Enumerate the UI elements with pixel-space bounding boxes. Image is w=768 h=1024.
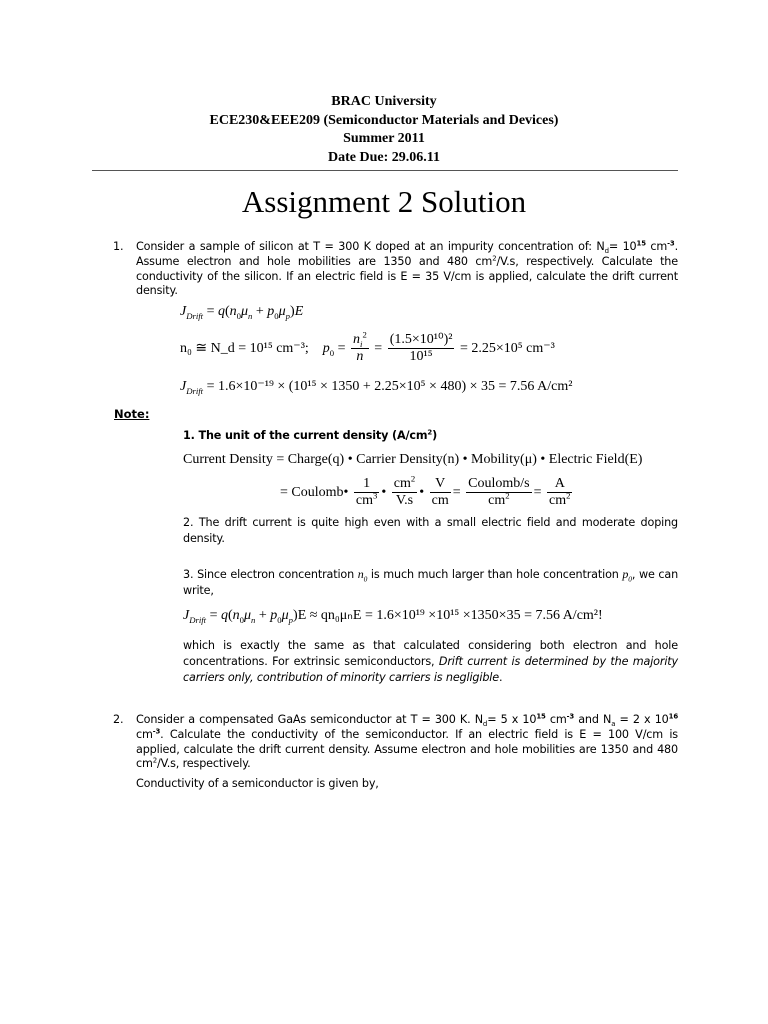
fraction-p0: $\frac{\text{(1.5×10¹⁰)²}}{\text{10¹⁵}}$	[389, 332, 453, 365]
equation-drift-definition: $J_{Drift} = q(n_0\mu_n + p_0\mu_p)E$	[180, 304, 304, 321]
coulomb-text: = Coulomb•	[280, 485, 349, 500]
page-title: Assignment 2 Solution	[241, 184, 527, 219]
eq-n0: n₀ ≅ N_d = 10¹⁵ cm⁻³;	[180, 341, 309, 356]
conductivity-intro: Conductivity of a semiconductor is given by,	[136, 777, 379, 790]
q2-text-b: Calculate the conductivity of the semiconductor. If an electric field is E = 100 V/cm is applied, calculate the drift current density. Assume electron and hole mobilities are 1350 and 480 cm	[136, 727, 678, 771]
note-label: Note:	[114, 407, 150, 421]
university-name: BRAC University	[331, 94, 437, 109]
conclusion-a: which is exactly the same as that calculated considering both electron and hole concentrations. For extrinsic semiconductors,	[183, 639, 678, 668]
note-item-2: 2. The drift current is quite high even with a small electric field and moderate doping density.	[183, 516, 678, 545]
note-conclusion	[183, 638, 678, 686]
header-divider	[92, 170, 678, 171]
due-date: Date Due: 29.06.11	[328, 149, 440, 165]
note-item-3-c: we can write,	[183, 568, 679, 597]
equation-drift-result: $J_{Drift} = 1.6\times 10^{-19} \times (10^{15} \times 1350 + 2.25\times 10^5 \times 480) \times 35 = 7.56$ A/cm²	[180, 379, 573, 396]
note-item-3: 3. Since electron concentration $n_0$ is much much larger than hole concentration $p_0$, we can write,	[183, 567, 679, 597]
simplified-eq-tail: E ≈ qn₀μₙE = 1.6×10¹⁹ ×10¹⁵ ×1350×35 = 7.56 A/cm²!	[297, 608, 603, 623]
eq-p0-value: = 2.25×10⁵ cm⁻³	[459, 341, 555, 356]
conclusion-c: .	[498, 671, 503, 684]
note-item-1-text: 1. The unit of the current density (A/cm	[183, 429, 428, 442]
conclusion-b: Drift current is determined by the majority carriers only, contribution of minority carriers is negligible	[183, 655, 678, 684]
question-2: 2. Consider a compensated GaAs semiconductor at T = 300 K. $N_d= 5$ x $10^{15}$ $cm^{-3}$ and $N_a = 2$ x $10^{16}$ $cm^{-3}$. Calculate the conductivity of the semiconductor. If an electric field is E = 100 V/cm is applied, calculate the drift current density. Assume electron and hole mobilities are 1350 and 480 $cm^2/V.s$, respectively.	[113, 712, 678, 771]
eq-j-value: = 1.6×10⁻¹⁹ × (10¹⁵ × 1350 + 2.25×10⁵ × 480) × 35 = 7.56 A/cm²	[206, 379, 573, 394]
q1-text-c: /V.s, respectively. Calculate the conductivity of the silicon. If an electric field is E = 35 V/cm is applied, calculate the drift current density.	[136, 254, 678, 298]
document-header	[0, 93, 768, 167]
note-item-3-b: is much much larger than hole concentration	[370, 568, 619, 581]
q1-text-a: Consider a sample of silicon at T = 300 K doped at an impurity concentration of: N	[136, 240, 605, 253]
note-item-1: 1. The unit of the current density $(A/cm^2)$	[183, 428, 438, 442]
question-1-number: 1.	[113, 240, 124, 253]
q1-text-b: Assume electron and hole mobilities are 1350 and 480 cm	[136, 254, 493, 268]
question-2-number: 2.	[113, 713, 124, 726]
units-breakdown: = Coulomb• $\frac{1}{cm^3}$ • $\frac{cm^2}{V.s}$ • $\frac{V}{cm}$ = $\frac{\text{Coulomb/s}}{cm^2}$ = $\frac{A}{cm^2}$	[280, 473, 571, 509]
question-1: 1. Consider a sample of silicon at T = 300 K doped at an impurity concentration of: $N_d= 10^{15}$ $cm^{-3}$. Assume electron and hole mobilities are 1350 and 480 $cm^2/V.s$, respectively. Calculate the conductivity of the silicon. If an electric field is E = 35 V/cm is applied, calculate the drift current density.	[113, 239, 678, 298]
fraction-ni-over-n: $\frac{n_i^2}{n}$	[353, 329, 367, 365]
units-equation: Current Density = Charge(q) • Carrier Density(n) • Mobility(μ) • Electric Field(E)	[183, 452, 643, 467]
q2-text-a: Consider a compensated GaAs semiconductor at T = 300 K. N	[136, 713, 483, 726]
term: Summer 2011	[343, 131, 425, 146]
simplified-drift-equation: $J_{Drift} = q(n_0\mu_n + p_0\mu_p)E \approx qn_0\mu_nE = 1.6\times 10^{19} \times 10^{15} \times 1350\times 35 = 7.56$ A/cm²!	[183, 608, 603, 625]
note-item-3-a: 3. Since electron concentration	[183, 568, 355, 581]
equation-concentrations: n₀ ≅ N_d = 10¹⁵ cm⁻³; $p_0$ = $\frac{n_i^2}{n}$ = $\frac{\text{(1.5×10¹⁰)²}}{\text{10¹⁵}}$ = 2.25×10⁵ cm⁻³	[180, 329, 555, 365]
course-name: ECE230&EEE209 (Semiconductor Materials and Devices)	[209, 112, 559, 128]
q2-text-c: /V.s, respectively.	[157, 757, 251, 771]
